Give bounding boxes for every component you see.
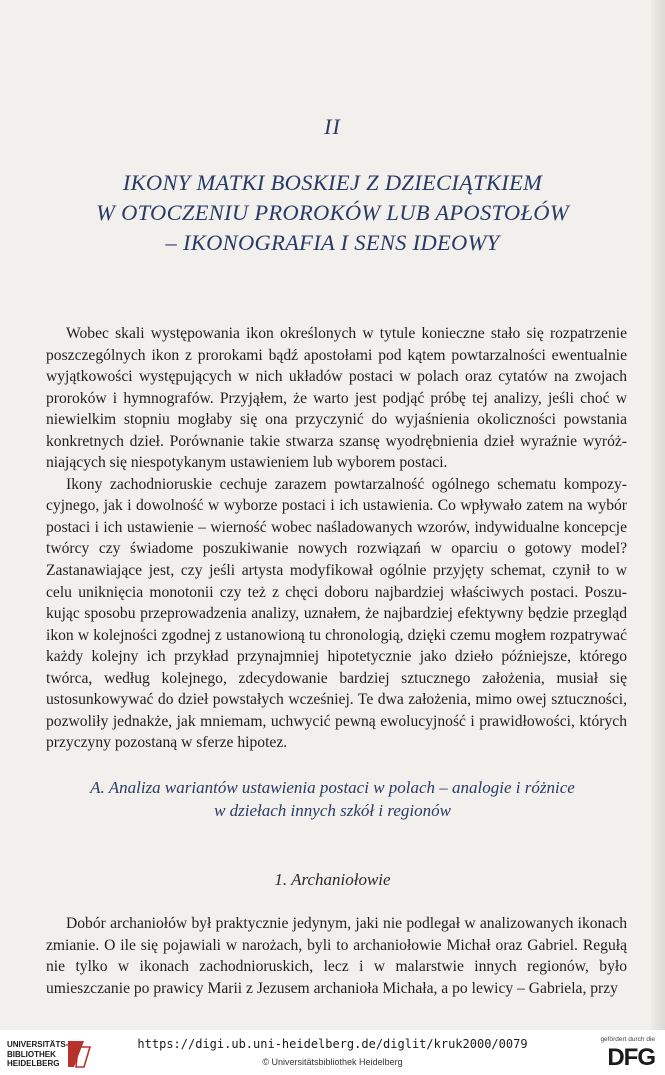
permalink-url[interactable]: https://digi.ub.uni-heidelberg.de/diglit/kruk2000/0079 <box>137 1037 528 1051</box>
section-heading-line: w dziełach innych szkół i regionów <box>214 801 451 820</box>
subsection-heading: 1. Archaniołowie <box>274 870 391 889</box>
chapter-title-line: IKONY MATKI BOSKIEJ Z DZIECIĄTKIEM <box>122 170 543 195</box>
paragraph: Wobec skali występowania ikon określonych w tytule konieczne stało się rozpatrzenie poszczególnych ikon z prorokami bądź apostołami pod kątem powtarzalności ewentualnie wyjątkowości występujących w nich układów postaci w polach oraz cytatów na zwojach proroków i hymnografów. Przyjąłem, że warto jest podjąć próbę tej analizy, jeśli choć w niewielkim stopniu mogłaby się ona przyczynić do wyjaśnienia okoliczności powstania konkretnych dzieł. Porównanie takie stwarza szansę wyodrębnienia dzieł wyraźnie wyróżniających się niespotykanym ustawieniem lub wyborem postaci. <box>46 325 627 472</box>
funder-note: gefördert durch die <box>600 1036 655 1043</box>
library-logo-text[interactable]: UNIVERSITÄTS- BIBLIOTHEK HEIDELBERG <box>7 1040 69 1068</box>
body-text <box>46 323 627 754</box>
paragraph: Dobór archaniołów był praktycznie jedynym, jaki nie podlegał w analizowanych ikonach zmianie. O ile się pojawiali w narożach, byli to archaniołowie Michał oraz Gabriel. Regułą nie tylko w ikonach zachodnioruskich, lecz i w malarstwie innych regionów, było umieszczanie po prawicy Marii z Jezusem archanioła Michała, a po lewicy – Gabriela, przy <box>46 915 627 997</box>
chapter-title-line: – IKONOGRAFIA I SENS IDEOWY <box>165 230 500 255</box>
chapter-title <box>30 168 635 258</box>
section-heading-line: A. Analiza wariantów ustawienia postaci w polach – analogie i różnice <box>90 778 575 797</box>
paragraph: Ikony zachodnioruskie cechuje zarazem powtarzalność ogólnego schematu kompozycyjnego, jak i dowolność w wyborze postaci i ich ustawienia. Co wpływało zatem na wybór postaci i ich ustawienie – wierność wobec naśladowanych wzorów, indywidualne koncepcje twórcy czy świadome poszukiwanie nowych rozwiązań w oparciu o gotowy model? Zastanawiające jest, czy jeśli artysta modyfikował ogólnie przyjęty schemat, czynił to w celu uniknięcia monotonii czy też z chęci doboru najbardziej właściwych postaci. Poszukując sposobu przeprowadzenia analizy, uznałem, że najbardziej efektywny będzie przegląd ikon w kolejności zgodnej z ustanowioną tu chronologią, dzięki czemu mogłem rozpatrywać każdy kolejny ich przykład przynajmniej hipotetycznie jako dzieło późniejsze, którego twórca, według kolejnego, zdecydowanie bardziej sztucznego założenia, musiał się ustosunkowywać do dzieł powstałych wcześniej. Te dwa założenia, mimo owej sztuczności, pozwoliły jednakże, jak mniemam, uchwycić pewną ewolucyjność i prawidłowości, których przyczyny pozostaną w sferze hipotez. <box>46 475 627 752</box>
copyright-notice: © Universitätsbibliothek Heidelberg <box>262 1057 403 1067</box>
body-text-continued <box>46 913 627 999</box>
dfg-logo[interactable]: DFG <box>607 1044 655 1071</box>
chapter-number: II <box>324 114 341 139</box>
chapter-title-line: W OTOCZENIU PROROKÓW LUB APOSTOŁÓW <box>96 200 569 225</box>
section-heading <box>40 776 625 822</box>
